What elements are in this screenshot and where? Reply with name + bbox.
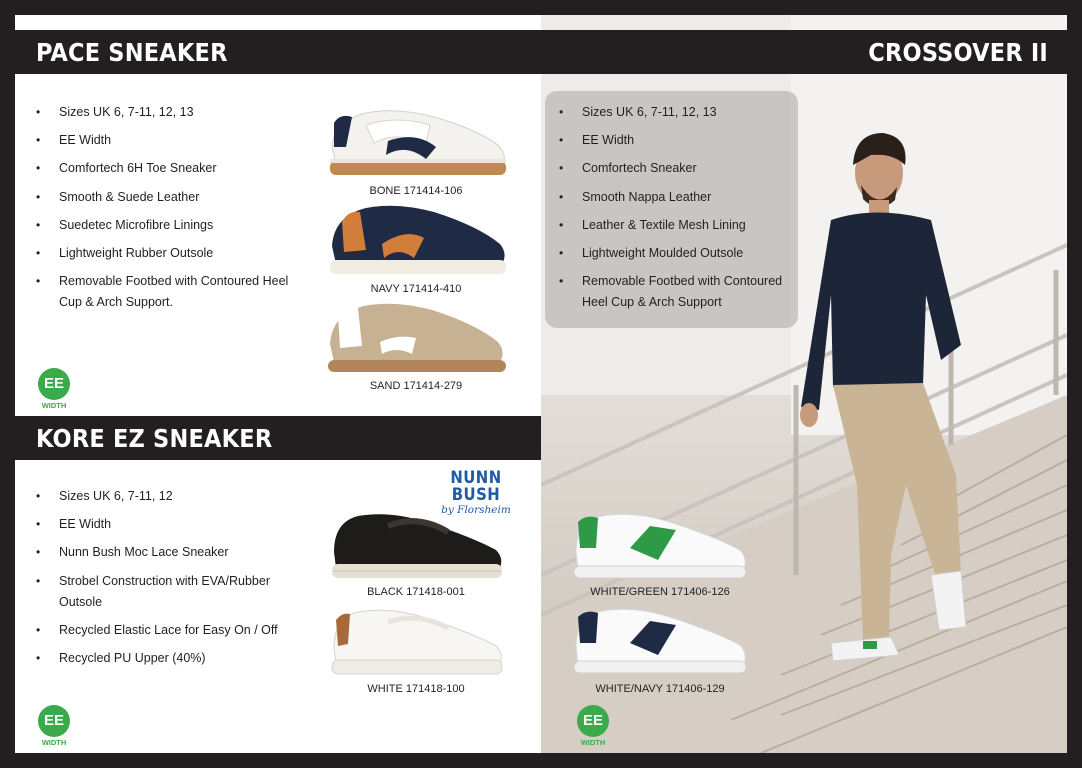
- pace-sand-shoe-image: [324, 298, 510, 380]
- kore-black-shoe-image: [328, 508, 506, 584]
- list-item: • EE Width: [36, 514, 286, 535]
- ee-badge-circle: EE: [577, 705, 609, 737]
- list-item: • Recycled Elastic Lace for Easy On / Off: [36, 620, 286, 641]
- list-item: • Suedetec Microfibre Linings: [36, 215, 306, 236]
- list-item: • Comfortech 6H Toe Sneaker: [36, 158, 306, 179]
- pace-navy-shoe-image: [326, 200, 510, 282]
- ee-width-badge: [34, 368, 74, 414]
- top-title-bar: [15, 30, 1067, 74]
- list-item: • Smooth Nappa Leather: [559, 187, 794, 208]
- ee-width-badge: [573, 705, 613, 751]
- list-item: • Lightweight Rubber Outsole: [36, 243, 306, 264]
- ee-width-badge: [34, 705, 74, 751]
- pace-sand-caption: SAND 171414-279: [369, 380, 463, 392]
- list-item: • Sizes UK 6, 7-11, 12: [36, 486, 286, 507]
- pace-title: PACE SNEAKER: [36, 38, 228, 67]
- ee-badge-circle: EE: [38, 705, 70, 737]
- ee-badge-label: WIDTH: [580, 738, 606, 747]
- list-item: • Sizes UK 6, 7-11, 12, 13: [559, 102, 794, 123]
- kore-white-caption: WHITE 171418-100: [367, 683, 465, 695]
- list-item: • Removable Footbed with Contoured Heel Cup & Arch Support: [559, 271, 794, 313]
- crossover-white-navy-shoe-image: [570, 603, 752, 683]
- pace-navy-caption: NAVY 171414-410: [370, 283, 462, 295]
- kore-title-bar: [15, 416, 541, 460]
- list-item: • Comfortech Sneaker: [559, 158, 794, 179]
- list-item: • Sizes UK 6, 7-11, 12, 13: [36, 102, 306, 123]
- list-item: • Recycled PU Upper (40%): [36, 648, 286, 669]
- list-item: • Strobel Construction with EVA/Rubber Outsole: [36, 571, 286, 613]
- ee-badge-label: WIDTH: [41, 401, 67, 410]
- kore-title: KORE EZ SNEAKER: [36, 424, 273, 453]
- kore-black-caption: BLACK 171418-001: [367, 586, 465, 598]
- list-item: • Nunn Bush Moc Lace Sneaker: [36, 542, 286, 563]
- list-item: • EE Width: [559, 130, 794, 151]
- crossover-white-green-shoe-image: [570, 508, 750, 586]
- ee-badge-label: WIDTH: [41, 738, 67, 747]
- kore-white-shoe-image: [328, 604, 506, 680]
- ee-badge-circle: EE: [38, 368, 70, 400]
- crossover-navy-caption: WHITE/NAVY 171406-129: [595, 683, 725, 695]
- list-item: • Lightweight Moulded Outsole: [559, 243, 794, 264]
- list-item: • EE Width: [36, 130, 306, 151]
- list-item: • Leather & Textile Mesh Lining: [559, 215, 794, 236]
- list-item: • Removable Footbed with Contoured Heel Cup & Arch Support.: [36, 271, 306, 313]
- crossover-title: CROSSOVER II: [868, 38, 1048, 67]
- nunn-bush-logo: [424, 468, 528, 516]
- list-item: • Smooth & Suede Leather: [36, 187, 306, 208]
- crossover-feature-list: [559, 102, 794, 320]
- pace-feature-list: [36, 102, 306, 320]
- brand-name: NUNN BUSH: [450, 468, 502, 504]
- crossover-green-caption: WHITE/GREEN 171406-126: [590, 586, 730, 598]
- pace-bone-shoe-image: [326, 103, 510, 183]
- pace-bone-caption: BONE 171414-106: [369, 185, 463, 197]
- brand-subname: by Florsheim: [441, 504, 511, 516]
- kore-feature-list: [36, 486, 286, 676]
